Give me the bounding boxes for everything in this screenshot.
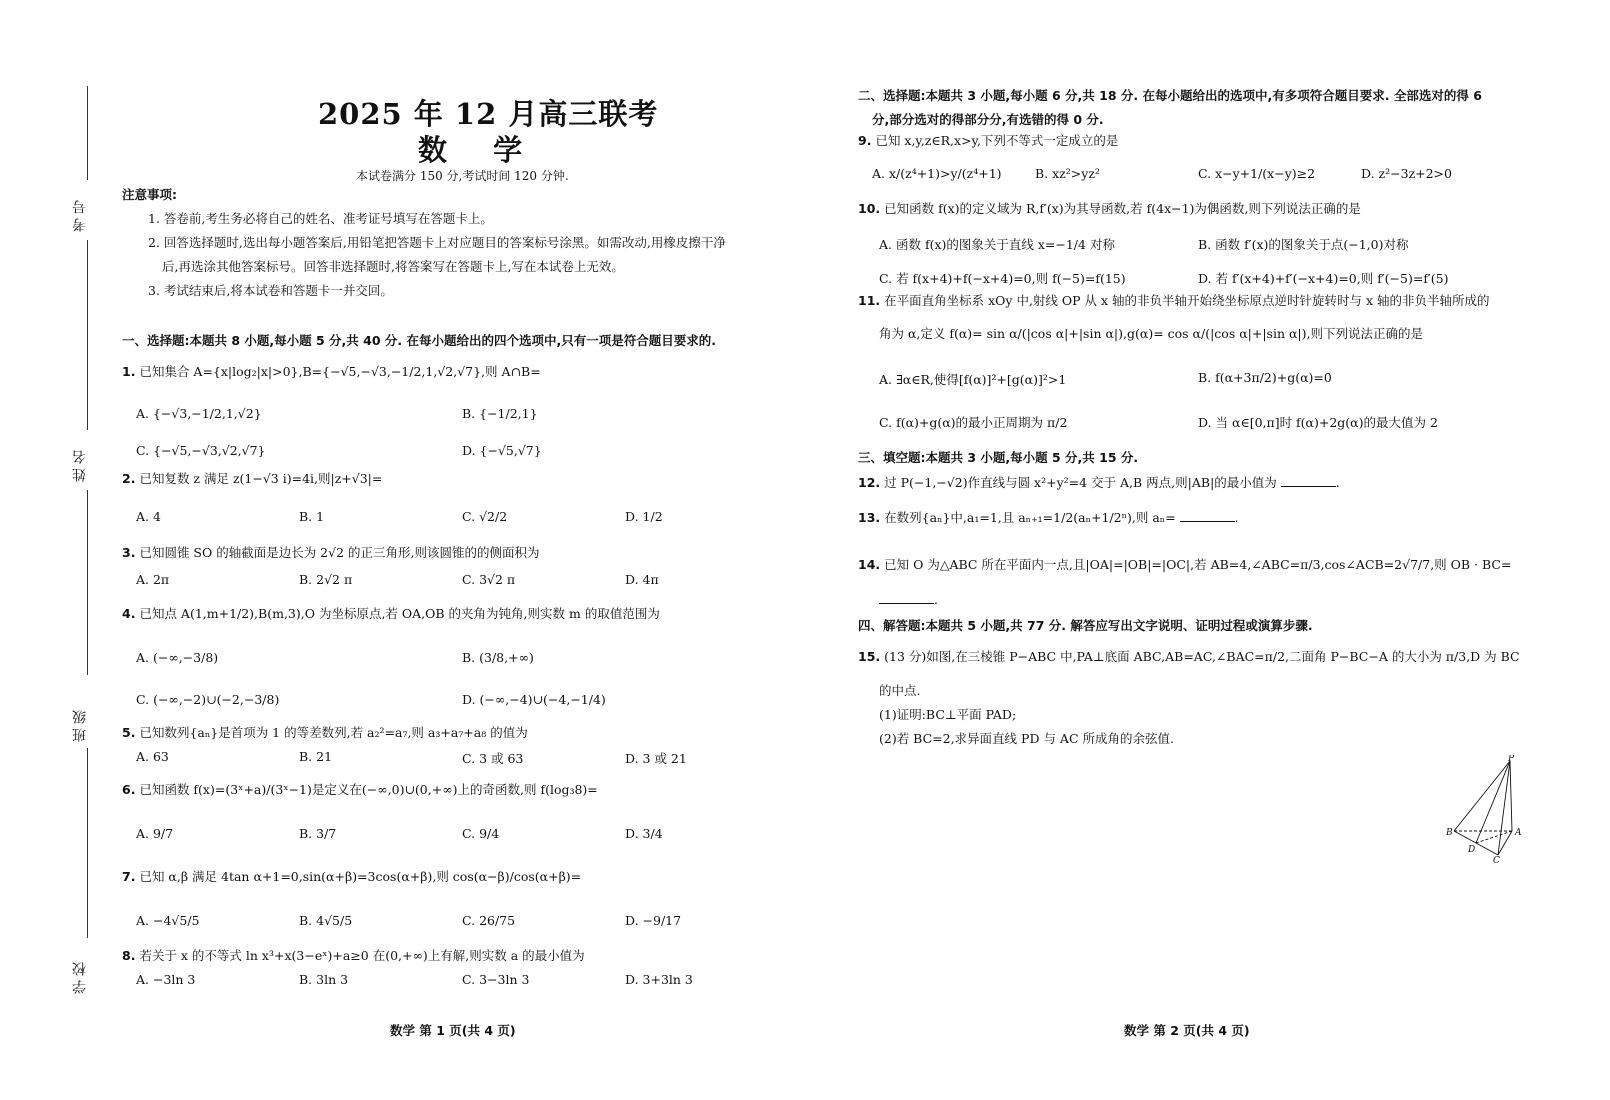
margin-line-2 — [87, 240, 88, 430]
question-number: 1. — [122, 364, 136, 379]
q2-option-c: C. √2/2 — [462, 509, 508, 524]
question-stem: 已知复数 z 满足 z(1−√3 i)=4i,则|z+√3|= — [139, 471, 383, 486]
q5-option-c: C. 3 或 63 — [462, 751, 524, 766]
question-number: 13. — [858, 510, 881, 525]
q7-option-a: A. −4√5/5 — [136, 913, 200, 928]
question-stem: 已知 O 为△ABC 所在平面内一点,且|OA|=|OB|=|OC|,若 AB=4,∠ABC=π/3,cos∠ACB=2√7/7,则 OB · BC= — [884, 557, 1512, 572]
q11-option-a: A. ∃α∈R,使得[f(α)]²+[g(α)]²>1 — [879, 372, 1067, 387]
figure-label-a: A — [1515, 828, 1522, 838]
question-stem: 已知函数 f(x)=(3ˣ+a)/(3ˣ−1)是定义在(−∞,0)∪(0,+∞)上的奇函数,则 f(log₃8)= — [139, 782, 598, 797]
q4-option-c: C. (−∞,−2)∪(−2,−3/8) — [136, 692, 280, 707]
question-11 — [858, 293, 1490, 309]
q10-option-c: C. 若 f(x+4)+f(−x+4)=0,则 f(−5)=f(15) — [879, 271, 1126, 286]
question-5 — [122, 725, 528, 741]
question-stem: 已知数列{aₙ}是首项为 1 的等差数列,若 a₂²=a₇,则 a₃+a₇+a₈ 的值为 — [139, 725, 528, 740]
q9-option-b: B. xz²>yz² — [1035, 166, 1100, 181]
figure-label-d: D — [1468, 845, 1476, 855]
question-10 — [858, 201, 1361, 217]
question-number: 5. — [122, 725, 136, 740]
section2-title: 二、选择题:本题共 3 小题,每小题 6 分,共 18 分. 在每小题给出的选项中,有多项符合题目要求. 全部选对的得 6 — [858, 88, 1482, 103]
question-stem: 若关于 x 的不等式 ln x³+x(3−eˣ)+a≥0 在(0,+∞)上有解,则实数 a 的最小值为 — [139, 948, 585, 963]
q11-option-d: D. 当 α∈[0,π]时 f(α)+2g(α)的最大值为 2 — [1198, 415, 1438, 430]
answer-blank[interactable] — [1180, 510, 1235, 522]
q8-option-b: B. 3ln 3 — [299, 972, 349, 987]
q1-option-d: D. {−√5,√7} — [462, 443, 542, 458]
q9-option-a: A. x/(z⁴+1)>y/(z⁴+1) — [872, 166, 1002, 181]
question-stem: 已知函数 f(x)的定义域为 R,f′(x)为其导函数,若 f(4x−1)为偶函数,则下列说法正确的是 — [884, 201, 1361, 216]
q2-option-a: A. 4 — [136, 509, 161, 524]
question-stem: 已知 α,β 满足 4tan α+1=0,sin(α+β)=3cos(α+β),则 cos(α−β)/cos(α+β)= — [139, 869, 582, 884]
question-11-cont: 角为 α,定义 f(α)= sin α/(|cos α|+|sin α|),g(α)= cos α/(|cos α|+|sin α|),则下列说法正确的是 — [879, 326, 1423, 341]
section3-title: 三、填空题:本题共 3 小题,每小题 5 分,共 15 分. — [858, 450, 1139, 465]
q7-option-c: C. 26/75 — [462, 913, 516, 928]
note-item-1: 1. 答卷前,考生务必将自己的姓名、准考证号填写在答题卡上。 — [148, 211, 493, 226]
notes-heading: 注意事项: — [122, 187, 177, 202]
figure-label-b: B — [1446, 828, 1453, 838]
question-stem: 已知集合 A={x|log₂|x|>0},B={−√5,−√3,−1/2,1,√2,√7},则 A∩B= — [139, 364, 541, 379]
question-stem: 过 P(−1,−√2)作直线与圆 x²+y²=4 交于 A,B 两点,则|AB|的最小值为 — [884, 475, 1277, 490]
exam-meta: 本试卷满分 150 分,考试时间 120 分钟. — [356, 169, 569, 183]
q7-option-b: B. 4√5/5 — [299, 913, 353, 928]
question-4 — [122, 606, 660, 622]
q3-option-b: B. 2√2 π — [299, 572, 353, 587]
question-number: 4. — [122, 606, 136, 621]
question-8 — [122, 948, 585, 964]
question-6 — [122, 782, 598, 798]
question-14 — [858, 557, 1511, 573]
q4-option-b: B. (3/8,+∞) — [462, 650, 534, 665]
q10-option-b: B. 函数 f′(x)的图象关于点(−1,0)对称 — [1198, 237, 1409, 252]
q7-option-d: D. −9/17 — [625, 913, 682, 928]
question-stem: 在平面直角坐标系 xOy 中,射线 OP 从 x 轴的非负半轴开始绕坐标原点逆时针旋转时与 x 轴的非负半轴所成的 — [884, 293, 1490, 308]
question-stem: 在数列{aₙ}中,a₁=1,且 aₙ₊₁=1/2(aₙ+1/2ⁿ),则 aₙ= — [884, 510, 1176, 525]
side-label-exam-number: 考号 — [72, 196, 88, 232]
q1-option-a: A. {−√3,−1/2,1,√2} — [136, 406, 262, 421]
q1-option-b: B. {−1/2,1} — [462, 406, 538, 421]
page-footer-left: 数学 第 1 页(共 4 页) — [390, 1023, 516, 1038]
q9-option-d: D. z²−3z+2>0 — [1361, 166, 1452, 181]
q3-option-a: A. 2π — [136, 572, 170, 587]
q2-option-b: B. 1 — [299, 509, 325, 524]
answer-blank[interactable] — [879, 592, 934, 604]
side-label-class: 班级 — [72, 706, 88, 742]
q8-option-c: C. 3−3ln 3 — [462, 972, 530, 987]
question-7 — [122, 869, 581, 885]
margin-line-4 — [87, 748, 88, 938]
margin-line-1 — [87, 86, 88, 180]
question-number: 10. — [858, 201, 881, 216]
question-stem: 已知点 A(1,m+1/2),B(m,3),O 为坐标原点,若 OA,OB 的夹角为钝角,则实数 m 的取值范围为 — [139, 606, 660, 621]
question-number: 14. — [858, 557, 881, 572]
note-item-2-cont: 后,再选涂其他答案标号。回答非选择题时,将答案写在答题卡上,写在本试卷上无效。 — [162, 259, 624, 274]
question-number: 15. — [858, 649, 881, 664]
question-number: 3. — [122, 545, 136, 560]
q10-option-d: D. 若 f′(x+4)+f′(−x+4)=0,则 f′(−5)=f′(5) — [1198, 271, 1449, 286]
question-number: 11. — [858, 293, 881, 308]
q6-option-c: C. 9/4 — [462, 826, 500, 841]
question-12: 12. 过 P(−1,−√2)作直线与圆 x²+y²=4 交于 A,B 两点,则|AB|的最小值为 . — [858, 475, 1340, 490]
question-stem: (13 分)如图,在三棱锥 P−ABC 中,PA⊥底面 ABC,AB=AC,∠BAC=π/2,二面角 P−BC−A 的大小为 π/3,D 为 BC — [884, 649, 1520, 664]
note-item-3: 3. 考试结束后,将本试卷和答题卡一并交回。 — [148, 283, 393, 298]
q8-option-d: D. 3+3ln 3 — [625, 972, 693, 987]
answer-blank[interactable] — [1281, 475, 1336, 487]
q6-option-b: B. 3/7 — [299, 826, 337, 841]
q4-option-d: D. (−∞,−4)∪(−4,−1/4) — [462, 692, 606, 707]
question-number: 12. — [858, 475, 881, 490]
note-item-2: 2. 回答选择题时,选出每小题答案后,用铅笔把答题卡上对应题目的答案标号涂黑。如需改动,用橡皮擦干净 — [148, 235, 726, 250]
question-9 — [858, 133, 1118, 149]
q5-option-b: B. 21 — [299, 749, 333, 764]
q3-option-d: D. 4π — [625, 572, 659, 587]
question-number: 8. — [122, 948, 136, 963]
exam-title: 2025 年 12 月高三联考 — [318, 97, 659, 131]
side-label-school: 学校 — [72, 958, 88, 994]
q4-option-a: A. (−∞,−3/8) — [136, 650, 219, 665]
q11-option-b: B. f(α+3π/2)+g(α)=0 — [1198, 370, 1332, 385]
tetrahedron-figure — [1440, 755, 1550, 865]
section4-title: 四、解答题:本题共 5 小题,共 77 分. 解答应写出文字说明、证明过程或演算步骤. — [858, 618, 1313, 633]
q5-option-d: D. 3 或 21 — [625, 751, 687, 766]
question-13: 13. 在数列{aₙ}中,a₁=1,且 aₙ₊₁=1/2(aₙ+1/2ⁿ),则 aₙ= . — [858, 510, 1239, 525]
question-stem: 已知 x,y,z∈R,x>y,下列不等式一定成立的是 — [875, 133, 1119, 148]
question-2 — [122, 471, 382, 487]
question-3 — [122, 545, 540, 561]
figure-label-c: C — [1493, 856, 1500, 865]
question-15-part-2: (2)若 BC=2,求异面直线 PD 与 AC 所成角的余弦值. — [879, 731, 1174, 746]
q6-option-a: A. 9/7 — [136, 826, 174, 841]
q3-option-c: C. 3√2 π — [462, 572, 516, 587]
edge-pa — [1510, 761, 1512, 831]
q8-option-a: A. −3ln 3 — [136, 972, 196, 987]
q11-option-c: C. f(α)+g(α)的最小正周期为 π/2 — [879, 415, 1068, 430]
question-15 — [858, 649, 1520, 665]
exam-subject: 数 学 — [418, 133, 541, 167]
q6-option-d: D. 3/4 — [625, 826, 663, 841]
side-label-name: 姓名 — [72, 446, 88, 482]
q9-option-c: C. x−y+1/(x−y)≥2 — [1198, 166, 1316, 181]
edge-ad-hidden — [1476, 831, 1512, 843]
question-stem: 已知圆锥 SO 的轴截面是边长为 2√2 的正三角形,则该圆锥的的侧面积为 — [139, 545, 540, 560]
q1-option-c: C. {−√5,−√3,√2,√7} — [136, 443, 266, 458]
question-1 — [122, 364, 541, 380]
figure-label-p: P — [1508, 755, 1515, 764]
margin-line-3 — [87, 490, 88, 675]
section1-title: 一、选择题:本题共 8 小题,每小题 5 分,共 40 分. 在每小题给出的四个选项中,只有一项是符合题目要求的. — [122, 333, 716, 348]
question-15-part-1: (1)证明:BC⊥平面 PAD; — [879, 707, 1017, 722]
question-number: 7. — [122, 869, 136, 884]
question-14-blank-line: . — [879, 592, 938, 608]
q2-option-d: D. 1/2 — [625, 509, 663, 524]
section2-title-cont: 分,部分选对的得部分分,有选错的得 0 分. — [872, 112, 1104, 127]
edge-pb — [1454, 761, 1510, 831]
question-number: 2. — [122, 471, 136, 486]
q10-option-a: A. 函数 f(x)的图象关于直线 x=−1/4 对称 — [879, 237, 1115, 252]
question-number: 9. — [858, 133, 872, 148]
question-15-cont: 的中点. — [879, 683, 921, 698]
question-number: 6. — [122, 782, 136, 797]
page-footer-right: 数学 第 2 页(共 4 页) — [1124, 1023, 1250, 1038]
q5-option-a: A. 63 — [136, 749, 169, 764]
